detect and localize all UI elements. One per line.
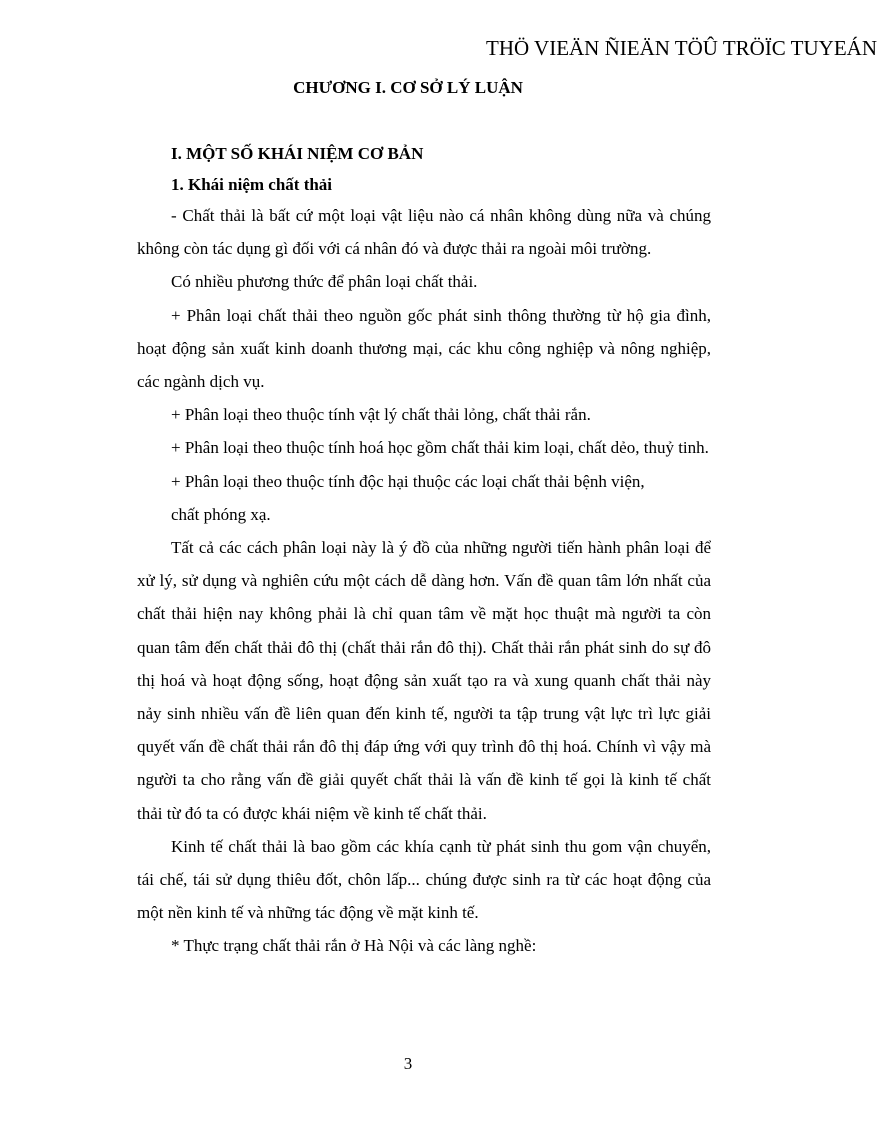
paragraph: + Phân loại chất thải theo nguồn gốc phát sinh thông thường từ hộ gia đình, hoạt động sản xuất kinh doanh thương mại, các khu công nghiệp và nông nghiệp, các ngành dịch vụ.: [137, 305, 711, 392]
paragraph: Kinh tế chất thải là bao gồm các khía cạnh từ phát sinh thu gom vận chuyển, tái chế, tái sử dụng thiêu đốt, chôn lấp... chúng được sinh ra từ các hoạt động của một nền kinh tế và những tác động về mặt kinh tế.: [137, 836, 711, 923]
paragraph: Có nhiều phương thức để phân loại chất thải.: [171, 272, 478, 292]
paragraph: + Phân loại theo thuộc tính độc hại thuộc các loại chất thải bệnh viện,: [171, 471, 645, 491]
body-text: [137, 199, 711, 963]
paragraph: * Thực trạng chất thải rắn ở Hà Nội và các làng nghề:: [171, 936, 537, 956]
header-library-title: THÖ VIEÄN ÑIEÄN TÖÛ TRÖÏC TUYEÁN: [486, 36, 877, 60]
paragraph: chất phóng xạ.: [171, 504, 271, 524]
page-number: 3: [403, 1054, 413, 1073]
paragraph: Tất cả các cách phân loại này là ý đồ của những người tiến hành phân loại để xử lý, sử dụng và nghiên cứu một cách dễ dàng hơn. Vấn đề quan tâm lớn nhất của chất thải hiện nay không phải là chỉ quan tâm về mặt học thuật mà người ta còn quan tâm đến chất thải đô thị (chất thải rắn đô thị). Chất thải rắn phát sinh do sự đô thị hoá và hoạt động sống, hoạt động sản xuất tạo ra và xung quanh chất thải này nảy sinh nhiều vấn đề liên quan đến kinh tế, người ta tập trung vật lực trì lực giải quyết vấn đề chất thải rắn đô thị đáp ứng với quy trình đô thị hoá. Chính vì vậy mà người ta cho rằng vấn đề giải quyết chất thải là vấn đề kinh tế gọi là kinh tế chất thải từ đó ta có được khái niệm về kinh tế chất thải.: [137, 538, 711, 823]
subsection-title: 1. Khái niệm chất thải: [171, 175, 333, 194]
paragraph: + Phân loại theo thuộc tính vật lý chất thải lỏng, chất thải rắn.: [171, 405, 591, 425]
chapter-title: CHƯƠNG I. CƠ SỞ LÝ LUẬN: [293, 78, 523, 97]
section-title: I. MỘT SỐ KHÁI NIỆM CƠ BẢN: [171, 144, 424, 163]
paragraph: - Chất thải là bất cứ một loại vật liệu nào cá nhân không dùng nữa và chúng không còn tác dụng gì đối với cá nhân đó và được thải ra ngoài môi trường.: [137, 206, 711, 259]
paragraph: + Phân loại theo thuộc tính hoá học gồm chất thải kim loại, chất dẻo, thuỷ tinh.: [171, 438, 709, 458]
